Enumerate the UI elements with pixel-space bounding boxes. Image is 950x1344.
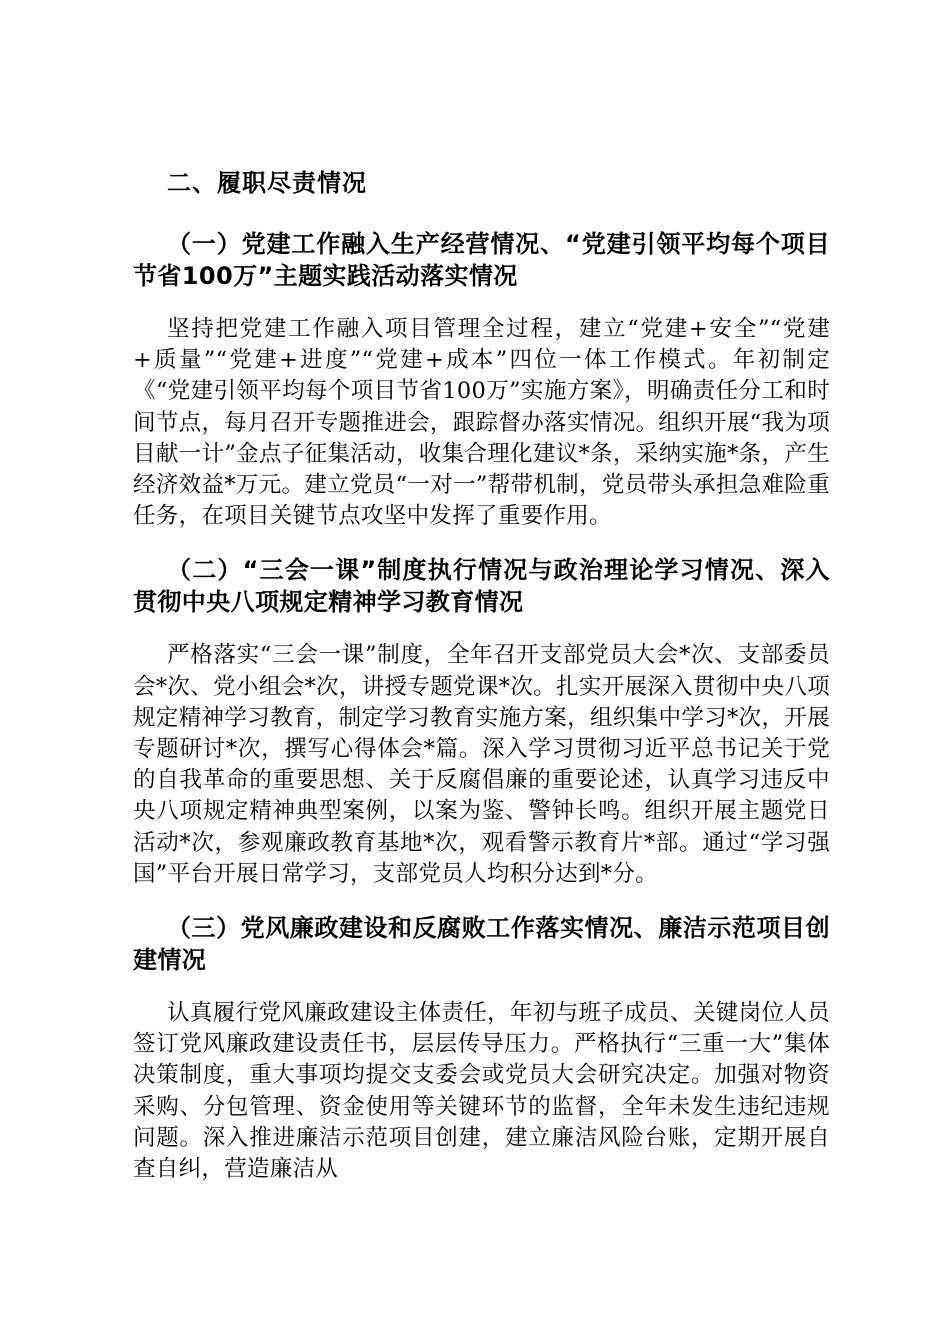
spacer — [133, 292, 830, 314]
spacer — [133, 200, 830, 228]
spacer — [133, 532, 830, 554]
subsection-heading-1: （一）党建工作融入生产经营情况、“党建引领平均每个项目节省100万”主题实践活动落实情况 — [133, 230, 830, 290]
section-title: 二、履职尽责情况 — [167, 169, 367, 197]
document-page — [133, 166, 830, 1185]
subsection-body-3: 认真履行党风廉政建设主体责任，年初与班子成员、关键岗位人员签订党风廉政建设责任书，层层传导压力。严格执行“三重一大”集体决策制度，重大事项均提交支委会或党员大会研究决定。加强对物资采购、分包管理、资金使用等关键环节的监督，全年未发生违纪违规问题。深入推进廉洁示范项目创建，建立廉洁风险台账，定期开展自查自纠，营造廉洁从 — [133, 1000, 830, 1183]
subsection-heading-2: （二）“三会一课”制度执行情况与政治理论学习情况、深入贯彻中央八项规定精神学习教育情况 — [133, 556, 830, 617]
spacer — [133, 890, 830, 912]
spacer — [133, 618, 830, 640]
subsection-body-1: 坚持把党建工作融入项目管理全过程，建立“党建+安全”“党建+质量”“党建+进度”“党建+成本”四位一体工作模式。年初制定《“党建引领平均每个项目节省100万”实施方案》，明确责任分工和时间节点，每月召开专题推进会，跟踪督办落实情况。组织开展“我为项目献一计”金点子征集活动，收集合理化建议*条，采纳实施*条，产生经济效益*万元。建立党员“一对一”帮带机制，党员带头承担急难险重任务，在项目关键节点攻坚中发挥了重要作用。 — [133, 316, 830, 530]
subsection-body-2: 严格落实“三会一课”制度，全年召开支部党员大会*次、支部委员会*次、党小组会*次，讲授专题党课*次。扎实开展深入贯彻中央八项规定精神学习教育，制定学习教育实施方案，组织集中学习*次，开展专题研讨*次，撰写心得体会*篇。深入学习贯彻习近平总书记关于党的自我革命的重要思想、关于反腐倡廉的重要论述，认真学习违反中央八项规定精神典型案例，以案为鉴、警钟长鸣。组织开展主题党日活动*次，参观廉政教育基地*次，观看警示教育片*部。通过“学习强国”平台开展日常学习，支部党员人均积分达到*分。 — [133, 642, 830, 887]
subsection-heading-3: （三）党风廉政建设和反腐败工作落实情况、廉洁示范项目创建情况 — [133, 914, 830, 975]
spacer — [133, 976, 830, 998]
